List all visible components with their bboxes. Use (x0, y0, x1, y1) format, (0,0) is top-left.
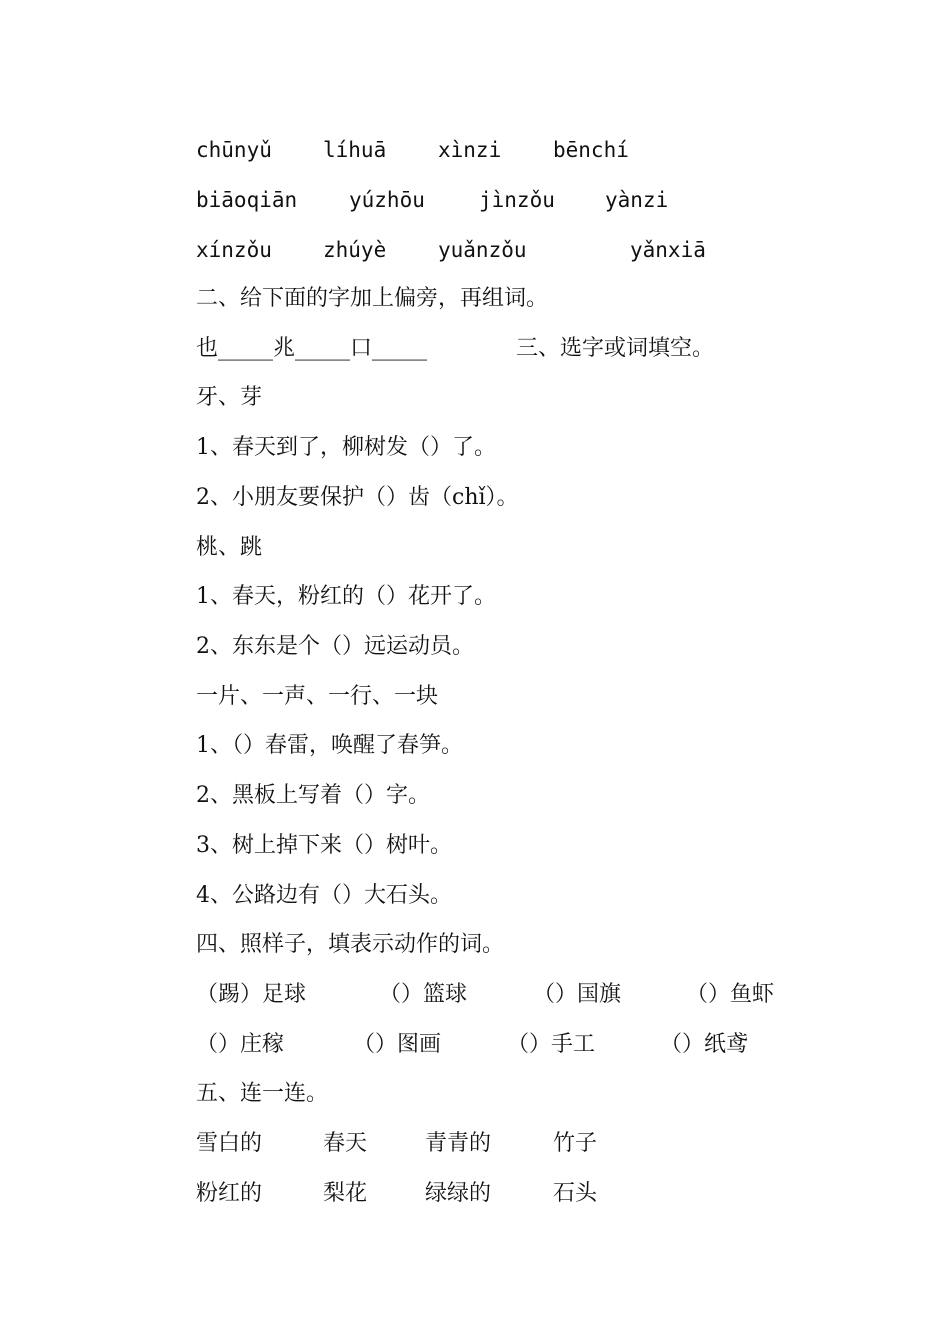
pinyin-word: bēnchí (553, 138, 629, 162)
radical-fill-blanks: 也_____兆_____口_____ (196, 336, 428, 361)
pinyin-word: chūnyǔ (196, 138, 272, 162)
match-word: 青青的 (425, 1131, 492, 1156)
list-item: 2、东东是个（）远运动员。 (196, 634, 474, 659)
action-word-item: （）纸鸢 (660, 1032, 749, 1057)
action-word-item: （）鱼虾 (686, 982, 775, 1007)
section-5-title: 五、连一连。 (196, 1081, 329, 1106)
match-word: 粉红的 (196, 1181, 263, 1206)
pinyin-word: yǎnxiā (630, 238, 706, 262)
list-item: 2、黑板上写着（）字。 (196, 783, 430, 808)
match-word: 绿绿的 (425, 1181, 492, 1206)
pinyin-word: yànzi (605, 188, 669, 212)
match-word: 雪白的 (196, 1131, 263, 1156)
group-2-head: 桃、跳 (196, 535, 263, 560)
match-word: 春天 (323, 1131, 368, 1156)
list-item: 1、春天，粉红的（）花开了。 (196, 584, 496, 609)
section-4-title: 四、照样子，填表示动作的词。 (196, 932, 505, 957)
pinyin-word: zhúyè (323, 238, 387, 262)
action-word-item: （）国旗 (533, 982, 622, 1007)
action-word-item: （）手工 (507, 1032, 596, 1057)
pinyin-word: xínzǒu (196, 238, 272, 262)
action-word-item: （）庄稼 (196, 1032, 285, 1057)
list-item: 1、春天到了，柳树发（）了。 (196, 435, 496, 460)
action-word-item: （踢）足球 (196, 982, 307, 1007)
group-1-head: 牙、芽 (196, 385, 263, 410)
action-word-item: （）图画 (353, 1032, 442, 1057)
list-item: 4、公路边有（）大石头。 (196, 883, 452, 908)
list-item: 2、小朋友要保护（）齿（chǐ）。 (196, 485, 519, 510)
section-2-title: 二、给下面的字加上偏旁，再组词。 (196, 286, 549, 311)
match-word: 竹子 (553, 1131, 598, 1156)
pinyin-word: biāoqiān (196, 188, 298, 212)
match-word: 梨花 (323, 1181, 368, 1206)
list-item: 3、树上掉下来（）树叶。 (196, 833, 452, 858)
pinyin-word: líhuā (323, 138, 387, 162)
pinyin-word: yuǎnzǒu (438, 238, 527, 262)
pinyin-word: xìnzi (438, 138, 502, 162)
pinyin-word: jìnzǒu (479, 188, 555, 212)
action-word-item: （）篮球 (379, 982, 468, 1007)
list-item: 1、（）春雷，唤醒了春笋。 (196, 733, 463, 758)
group-3-head: 一片、一声、一行、一块 (196, 684, 439, 709)
pinyin-word: yúzhōu (349, 188, 425, 212)
section-3-title: 三、选字或词填空。 (516, 336, 715, 361)
match-word: 石头 (553, 1181, 598, 1206)
